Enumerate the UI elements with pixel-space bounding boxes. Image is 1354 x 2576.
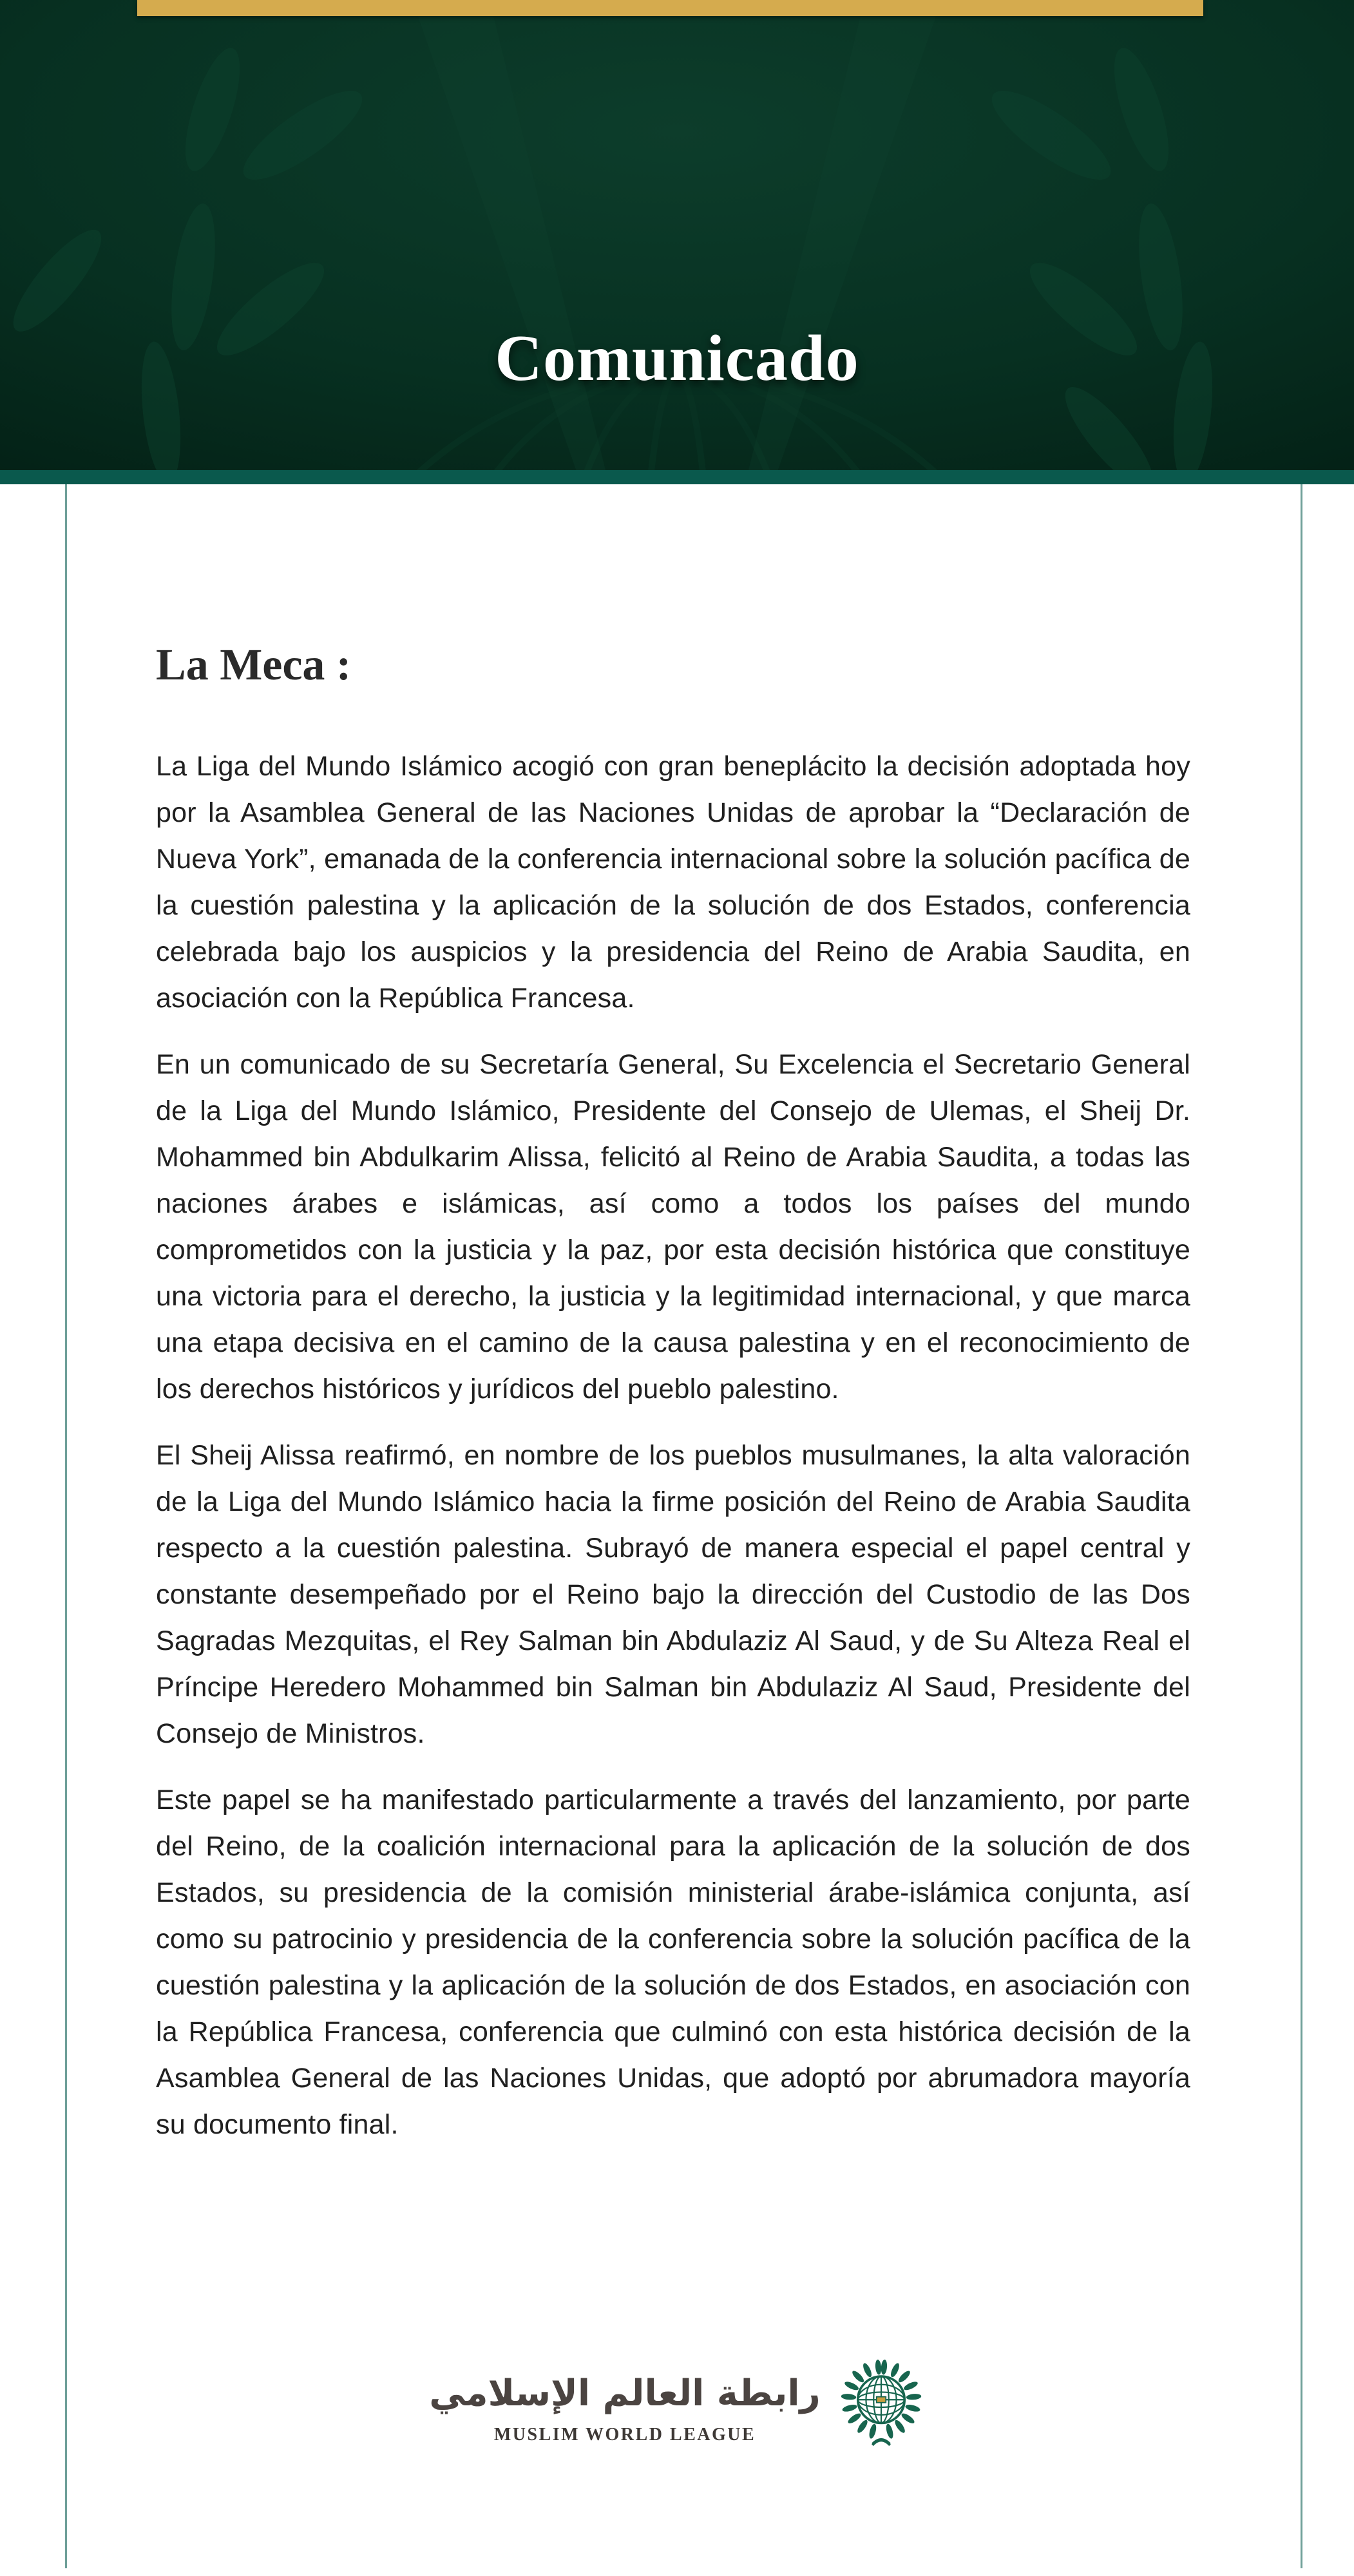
- mwl-globe-wreath-emblem: [837, 2352, 925, 2463]
- left-border-line: [65, 484, 67, 2568]
- document-title: Comunicado: [495, 322, 859, 395]
- gold-accent-bar: [137, 0, 1203, 16]
- mwl-logo: [0, 2352, 1354, 2463]
- mwl-arabic-wordmark: رابطة العالم الإسلامي: [429, 2372, 821, 2415]
- dateline-heading: La Meca :: [156, 640, 352, 690]
- right-border-line: [1301, 484, 1302, 2568]
- paragraph-2: En un comunicado de su Secretaría General, Su Excelencia el Secretario General de la Liga del Mundo Islámico, Presidente del Consejo de Ulemas, el Sheij Dr. Mohammed bin Abdulkarim Alissa, felicitó al Reino de Arabia Saudita, a todas las naciones árabes e islámicas, así como a todos los países del mundo comprometidos con la justicia y la paz, por esta decisión histórica que constituye una victoria para el derecho, la justicia y la legitimidad internacional, y que marca una etapa decisiva en el camino de la causa palestina y en el reconocimiento de los derechos históricos y jurídicos del pueblo palestino.: [156, 1049, 1190, 1405]
- paragraph-3: El Sheij Alissa reafirmó, en nombre de los pueblos musulmanes, la alta valoración de la Liga del Mundo Islámico hacia la firme posición del Reino de Arabia Saudita respecto a la cuestión palestina. Subrayó de manera especial el papel central y constante desempeñado por el Reino bajo la dirección del Custodio de las Dos Sagradas Mezquitas, el Rey Salman bin Abdulaziz Al Saud, y de Su Alteza Real el Príncipe Heredero Mohammed bin Salman bin Abdulaziz Al Saud, Presidente del Consejo de Ministros.: [156, 1440, 1190, 1749]
- laurel-globe-decoration: [0, 0, 1354, 470]
- document-body: [156, 640, 1190, 2168]
- header-banner: [0, 0, 1354, 470]
- mwl-english-wordmark: MUSLIM WORLD LEAGUE: [493, 2424, 756, 2445]
- teal-divider-band: [0, 470, 1354, 484]
- paragraph-1: La Liga del Mundo Islámico acogió con gran beneplácito la decisión adoptada hoy por la Asamblea General de las Naciones Unidas de aprobar la “Declaración de Nueva York”, emanada de la conferencia internacional sobre la solución pacífica de la cuestión palestina y la aplicación de la solución de dos Estados, conferencia celebrada bajo los auspicios y la presidencia del Reino de Arabia Saudita, en asociación con la República Francesa.: [156, 751, 1190, 1014]
- paragraph-4: Este papel se ha manifestado particularmente a través del lanzamiento, por parte del Reino, de la coalición internacional para la aplicación de la solución de dos Estados, su presidencia de la comisión ministerial árabe-islámica conjunta, así como su patrocinio y presidencia de la conferencia sobre la solución pacífica de la cuestión palestina y la aplicación de la solución de dos Estados, en asociación con la República Francesa, conferencia que culminó con esta histórica decisión de la Asamblea General de las Naciones Unidas, que adoptó por abrumadora mayoría su documento final.: [156, 1785, 1190, 2140]
- mwl-wordmark-block: [429, 2369, 821, 2445]
